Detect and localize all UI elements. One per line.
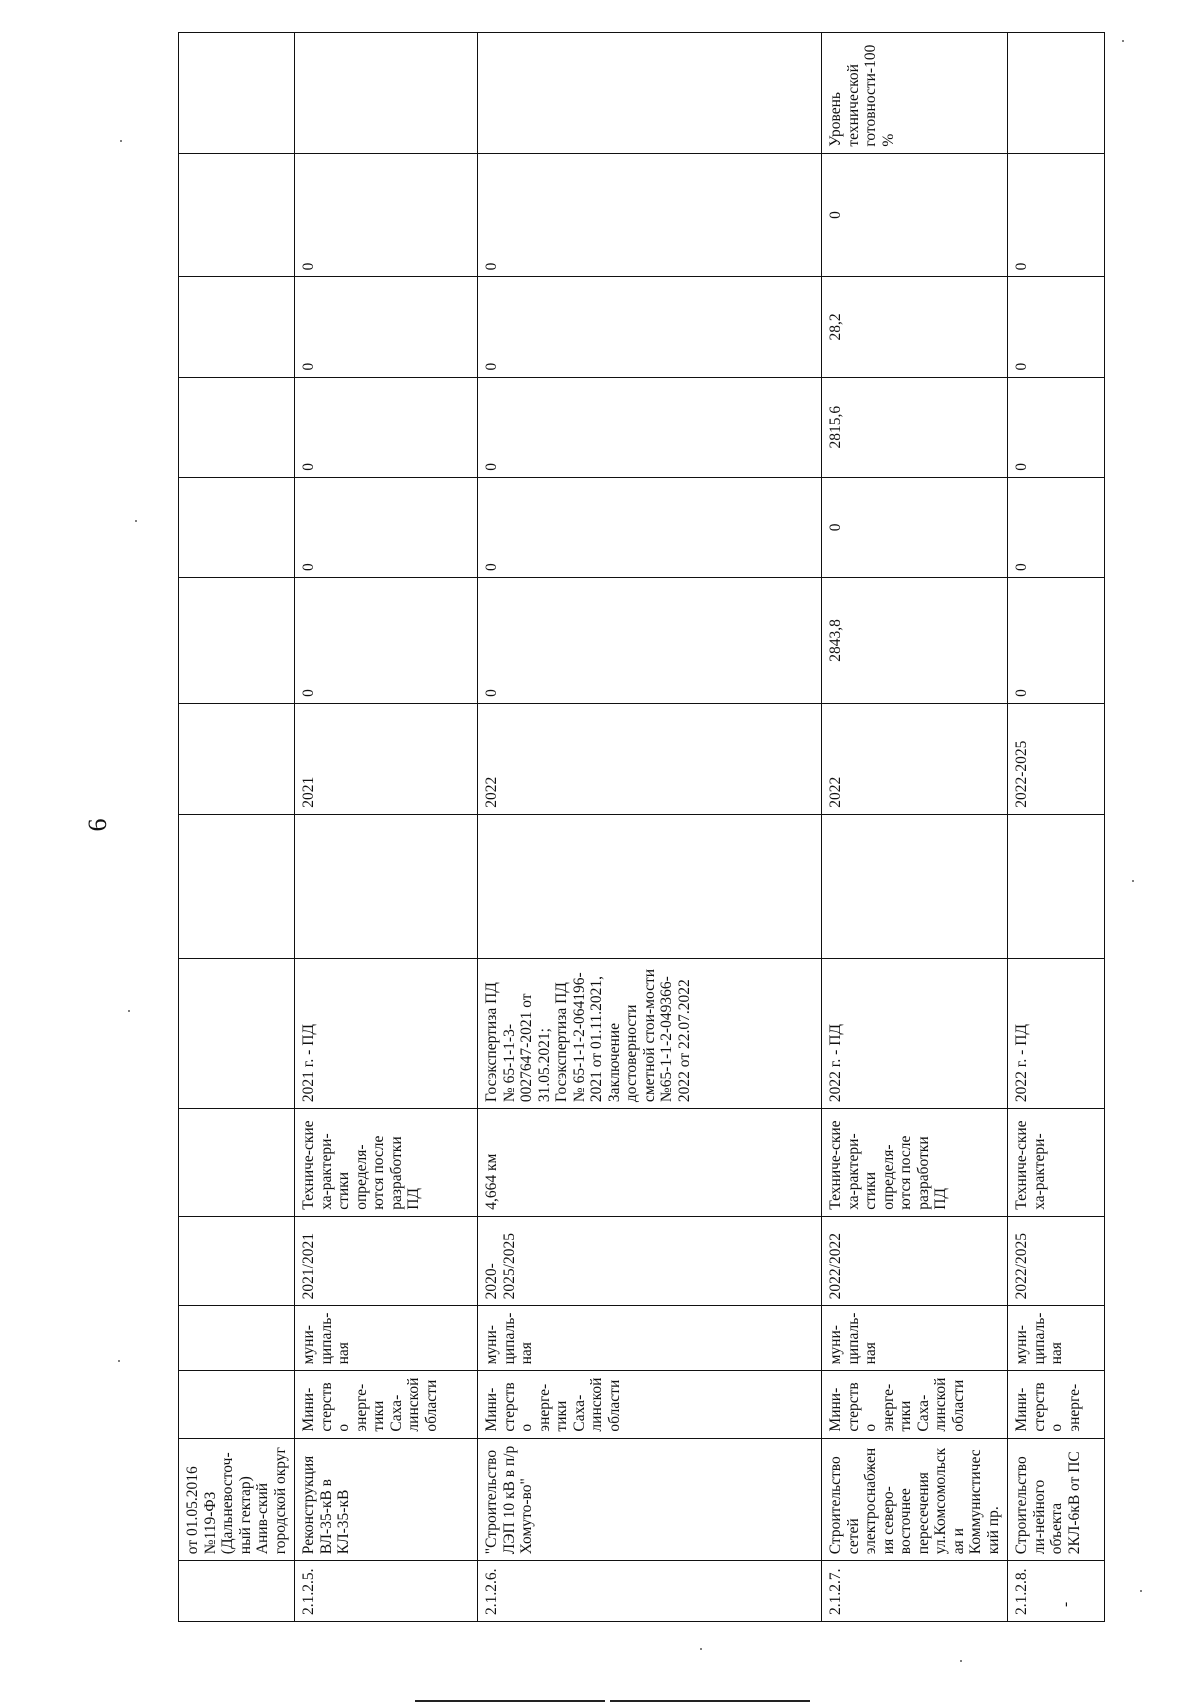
customer: Мини-стерство энерге-тики Саха-линской области — [822, 1371, 1008, 1438]
value-3: 0 — [1008, 377, 1105, 477]
row-id: 2.1.2.5. — [295, 1561, 478, 1622]
blank-cell — [1008, 814, 1105, 958]
value-1: 2843,8 — [822, 578, 1008, 704]
value-4: 0 — [295, 277, 478, 377]
note — [179, 33, 295, 154]
blank-cell — [478, 814, 822, 958]
row-id — [1008, 1561, 1105, 1622]
row-id-text: 2.1.2.8. — [1013, 1568, 1030, 1615]
scan-edge-line — [610, 1700, 810, 1702]
table-row — [1008, 33, 1105, 1622]
value-5: 0 — [295, 153, 478, 277]
value-2: 0 — [1008, 477, 1105, 577]
note — [478, 33, 822, 154]
value-1 — [179, 578, 295, 704]
blank-cell — [179, 814, 295, 958]
row-mark: - — [1056, 1601, 1074, 1607]
scan-speck — [135, 520, 137, 522]
value-1: 0 — [478, 578, 822, 704]
scan-speck — [960, 1660, 962, 1662]
document-table — [178, 32, 1105, 1622]
value-1: 0 — [1008, 578, 1105, 704]
value-4: 0 — [1008, 277, 1105, 377]
scan-speck — [1122, 40, 1124, 42]
project-status: 2021 г. - ПД — [295, 958, 478, 1108]
ownership: муни-ципаль-ная — [822, 1306, 1008, 1371]
value-2: 0 — [822, 477, 1008, 577]
value-5: 0 — [478, 153, 822, 277]
note — [1008, 33, 1105, 154]
year: 2021 — [295, 703, 478, 814]
characteristics: Техниче-ские ха-рактери-стики определя-ются после разработки ПД — [295, 1109, 478, 1217]
object-name: "Строительство ЛЭП 10 кВ в п/р Хомуто-во" — [478, 1438, 822, 1561]
ownership: муни-ципаль-ная — [1008, 1306, 1105, 1371]
row-id — [179, 1561, 295, 1622]
scan-speck — [700, 1648, 702, 1650]
years: 2020-2025/2025 — [478, 1216, 822, 1306]
year: 2022 — [478, 703, 822, 814]
document-table-container — [178, 32, 1087, 1622]
table-row — [179, 33, 295, 1622]
table-row — [822, 33, 1008, 1622]
note — [295, 33, 478, 154]
years — [179, 1216, 295, 1306]
customer: Мини-стерство энерге- — [1008, 1371, 1105, 1438]
characteristics — [179, 1109, 295, 1217]
object-name: от 01.05.2016 №119-ФЗ (Дальневосточ-ный гектар) Анив-ский городской округ — [179, 1438, 295, 1561]
value-1: 0 — [295, 578, 478, 704]
characteristics: Техниче-ские ха-рактери-стики определя-ются после разработки ПД — [822, 1109, 1008, 1217]
value-3: 0 — [295, 377, 478, 477]
project-status: Госэкспертиза ПД № 65-1-1-3-0027647-2021 от 31.05.2021; Госэкспертиза ПД № 65-1-1-2-064196-2021 от 01.11.2021, Заключение достоверности сметной стои-мости №65-1-1-2-049366-2022 от 22.07.2022 — [478, 958, 822, 1108]
object-name: Реконструкция ВЛ-35-кВ в КЛ-35-кВ — [295, 1438, 478, 1561]
year — [179, 703, 295, 814]
blank-cell — [822, 814, 1008, 958]
blank-cell — [295, 814, 478, 958]
value-5: 0 — [1008, 153, 1105, 277]
value-5: 0 — [822, 153, 1008, 277]
table-row — [295, 33, 478, 1622]
row-id: 2.1.2.6. — [478, 1561, 822, 1622]
scan-speck — [118, 1360, 120, 1362]
project-status — [179, 958, 295, 1108]
customer: Мини-стерство энерге-тики Саха-линской области — [478, 1371, 822, 1438]
value-2 — [179, 477, 295, 577]
row-id: 2.1.2.7. — [822, 1561, 1008, 1622]
value-4: 0 — [478, 277, 822, 377]
characteristics: 4,664 км — [478, 1109, 822, 1217]
page-number: 6 — [83, 818, 112, 832]
ownership — [179, 1306, 295, 1371]
year: 2022 — [822, 703, 1008, 814]
value-3 — [179, 377, 295, 477]
note: Уровень технической готовности-100% — [822, 33, 1008, 154]
years: 2022/2022 — [822, 1216, 1008, 1306]
customer — [179, 1371, 295, 1438]
value-3: 0 — [478, 377, 822, 477]
scan-speck — [120, 140, 122, 142]
object-name: Строительство сетей электроснабжения северо-восточнее пересечения ул.Комсомольская и Коммунистический пр. — [822, 1438, 1008, 1561]
years: 2022/2025 — [1008, 1216, 1105, 1306]
year: 2022-2025 — [1008, 703, 1105, 814]
value-2: 0 — [478, 477, 822, 577]
value-5 — [179, 153, 295, 277]
value-2: 0 — [295, 477, 478, 577]
scan-edge-line — [415, 1700, 605, 1702]
years: 2021/2021 — [295, 1216, 478, 1306]
project-status: 2022 г. - ПД — [822, 958, 1008, 1108]
ownership: муни-ципаль-ная — [295, 1306, 478, 1371]
table-row — [478, 33, 822, 1622]
characteristics: Техниче-ские ха-рактери- — [1008, 1109, 1105, 1217]
object-name: Строительство ли-нейного объекта 2КЛ-6кВ от ПС — [1008, 1438, 1105, 1561]
value-4: 28,2 — [822, 277, 1008, 377]
scan-speck — [1140, 1590, 1142, 1592]
value-4 — [179, 277, 295, 377]
project-status: 2022 г. - ПД — [1008, 958, 1105, 1108]
scan-speck — [128, 1010, 130, 1012]
scan-speck — [1132, 880, 1134, 882]
customer: Мини-стерство энерге-тики Саха-линской области — [295, 1371, 478, 1438]
value-3: 2815,6 — [822, 377, 1008, 477]
ownership: муни-ципаль-ная — [478, 1306, 822, 1371]
